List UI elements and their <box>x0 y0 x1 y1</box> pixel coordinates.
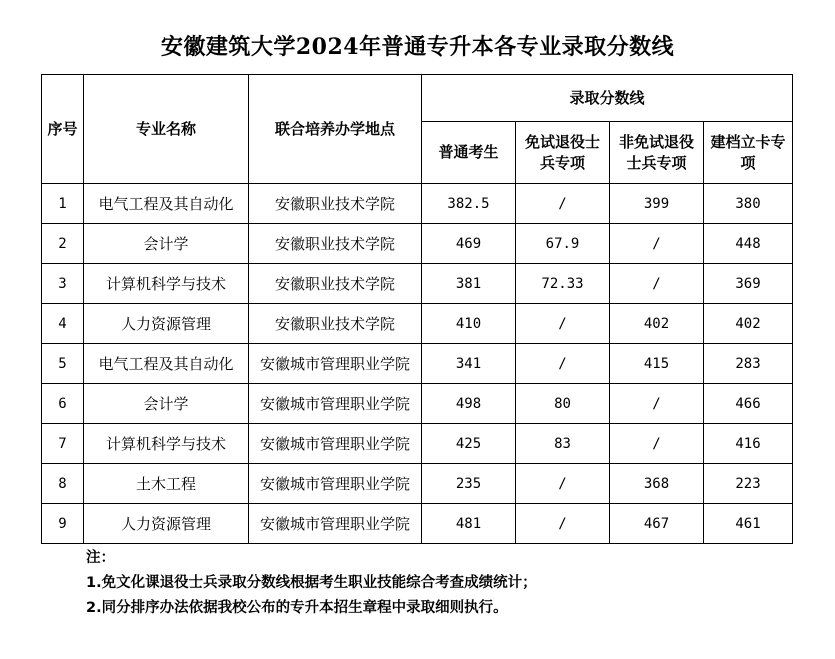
cell-veteran-nonexempt: 467 <box>610 504 704 544</box>
note-item-1: 1.免文化课退役士兵录取分数线根据考生职业技能综合考查成绩统计； <box>86 575 537 591</box>
header-veteran-exempt: 免试退役士兵专项 <box>516 122 610 184</box>
cell-registered-poor: 402 <box>704 304 793 344</box>
cell-veteran-exempt: / <box>516 304 610 344</box>
cell-general: 381 <box>422 264 516 304</box>
cell-major: 电气工程及其自动化 <box>84 344 249 384</box>
cell-index: 1 <box>42 184 84 224</box>
cell-major: 土木工程 <box>84 464 249 504</box>
cell-index: 8 <box>42 464 84 504</box>
cell-site: 安徽城市管理职业学院 <box>249 384 422 424</box>
cell-general: 382.5 <box>422 184 516 224</box>
cell-site: 安徽职业技术学院 <box>249 304 422 344</box>
cell-major: 电气工程及其自动化 <box>84 184 249 224</box>
cell-site: 安徽城市管理职业学院 <box>249 344 422 384</box>
cell-major: 会计学 <box>84 384 249 424</box>
cell-index: 6 <box>42 384 84 424</box>
table-body <box>42 184 793 544</box>
note-item-2: 2.同分排序办法依据我校公布的专升本招生章程中录取细则执行。 <box>86 600 508 616</box>
table-row <box>42 424 793 464</box>
cell-site: 安徽城市管理职业学院 <box>249 504 422 544</box>
table-row <box>42 304 793 344</box>
cell-site: 安徽职业技术学院 <box>249 224 422 264</box>
cell-veteran-exempt: 67.9 <box>516 224 610 264</box>
table-row <box>42 184 793 224</box>
cell-veteran-exempt: / <box>516 344 610 384</box>
notes-label: 注： <box>86 550 115 566</box>
cell-veteran-exempt: 80 <box>516 384 610 424</box>
table-row <box>42 464 793 504</box>
cell-site: 安徽职业技术学院 <box>249 264 422 304</box>
cell-veteran-nonexempt: 368 <box>610 464 704 504</box>
table-row <box>42 264 793 304</box>
cell-index: 3 <box>42 264 84 304</box>
table-row <box>42 384 793 424</box>
header-major: 专业名称 <box>84 75 249 184</box>
cell-general: 425 <box>422 424 516 464</box>
cell-site: 安徽城市管理职业学院 <box>249 424 422 464</box>
header-site: 联合培养办学地点 <box>249 75 422 184</box>
cell-veteran-nonexempt: 415 <box>610 344 704 384</box>
header-veteran-nonexempt: 非免试退役士兵专项 <box>610 122 704 184</box>
header-registered-poor: 建档立卡专项 <box>704 122 793 184</box>
admission-scores-table <box>41 74 793 544</box>
header-general: 普通考生 <box>422 122 516 184</box>
cell-registered-poor: 448 <box>704 224 793 264</box>
cell-index: 7 <box>42 424 84 464</box>
cell-major: 人力资源管理 <box>84 504 249 544</box>
cell-veteran-nonexempt: / <box>610 424 704 464</box>
cell-veteran-nonexempt: 402 <box>610 304 704 344</box>
cell-general: 410 <box>422 304 516 344</box>
cell-general: 498 <box>422 384 516 424</box>
cell-general: 341 <box>422 344 516 384</box>
cell-registered-poor: 380 <box>704 184 793 224</box>
cell-index: 2 <box>42 224 84 264</box>
cell-registered-poor: 223 <box>704 464 793 504</box>
table-row <box>42 344 793 384</box>
page-title: 安徽建筑大学2024年普通专升本各专业录取分数线 <box>160 34 675 60</box>
cell-veteran-exempt: 83 <box>516 424 610 464</box>
cell-veteran-exempt: / <box>516 504 610 544</box>
cell-site: 安徽城市管理职业学院 <box>249 464 422 504</box>
cell-registered-poor: 283 <box>704 344 793 384</box>
cell-major: 计算机科学与技术 <box>84 264 249 304</box>
cell-veteran-nonexempt: / <box>610 264 704 304</box>
cell-veteran-exempt: / <box>516 464 610 504</box>
notes <box>86 546 537 621</box>
cell-major: 计算机科学与技术 <box>84 424 249 464</box>
table-row <box>42 504 793 544</box>
cell-index: 5 <box>42 344 84 384</box>
cell-general: 469 <box>422 224 516 264</box>
cell-registered-poor: 416 <box>704 424 793 464</box>
cell-index: 4 <box>42 304 84 344</box>
cell-veteran-nonexempt: / <box>610 384 704 424</box>
header-index: 序号 <box>42 75 84 184</box>
cell-major: 人力资源管理 <box>84 304 249 344</box>
cell-veteran-exempt: 72.33 <box>516 264 610 304</box>
cell-index: 9 <box>42 504 84 544</box>
cell-site: 安徽职业技术学院 <box>249 184 422 224</box>
header-scores-group: 录取分数线 <box>422 75 793 122</box>
table-row <box>42 224 793 264</box>
cell-general: 481 <box>422 504 516 544</box>
cell-veteran-nonexempt: 399 <box>610 184 704 224</box>
cell-major: 会计学 <box>84 224 249 264</box>
cell-veteran-exempt: / <box>516 184 610 224</box>
cell-veteran-nonexempt: / <box>610 224 704 264</box>
cell-registered-poor: 466 <box>704 384 793 424</box>
cell-general: 235 <box>422 464 516 504</box>
cell-registered-poor: 461 <box>704 504 793 544</box>
cell-registered-poor: 369 <box>704 264 793 304</box>
